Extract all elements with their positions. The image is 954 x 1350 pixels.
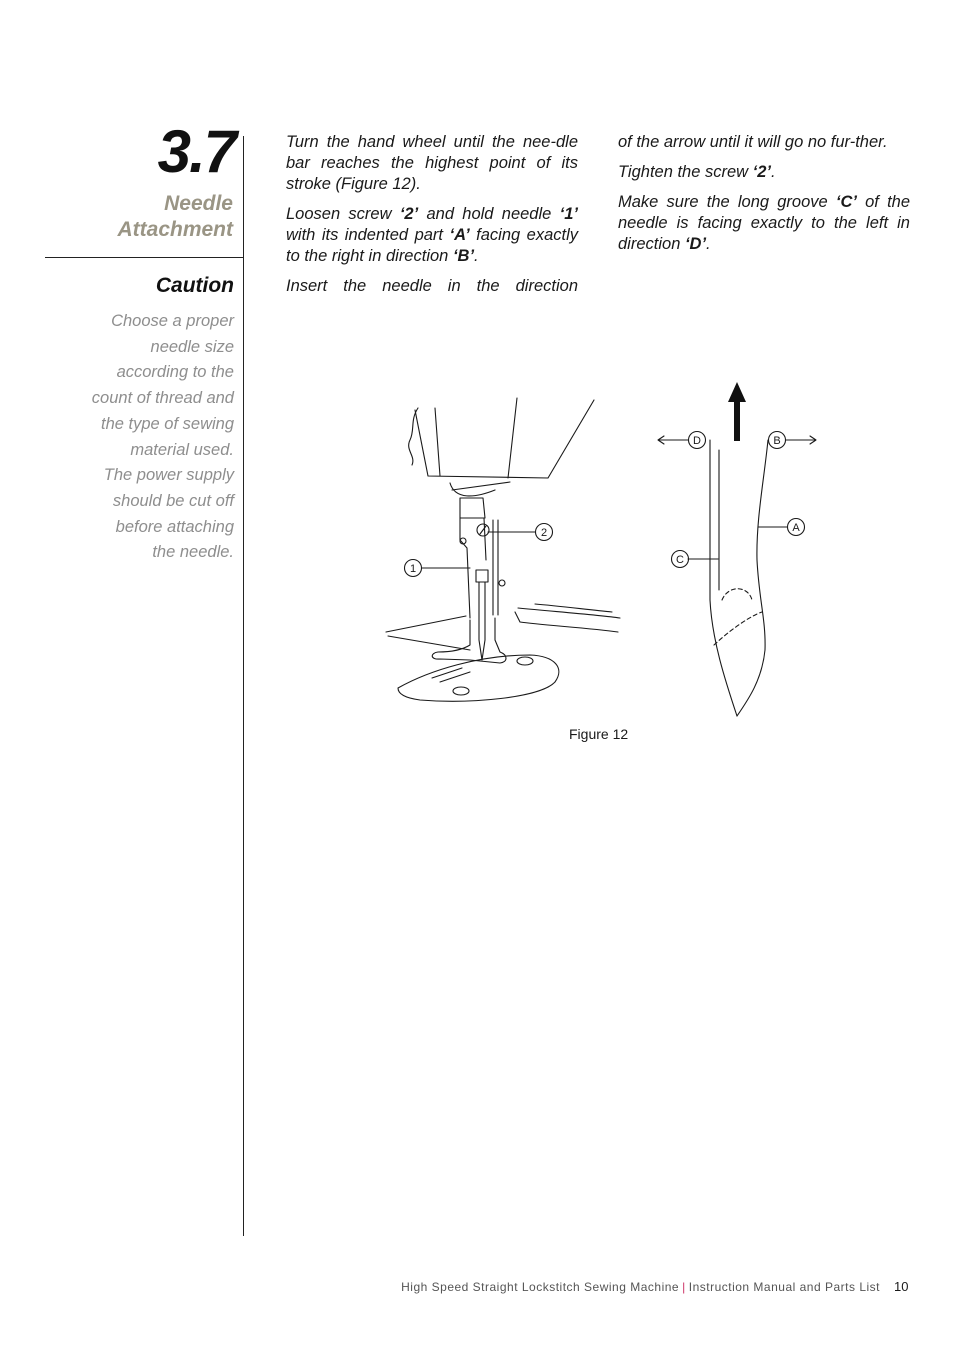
caution-line: count of thread and xyxy=(91,389,234,408)
text-run: Tighten the screw xyxy=(618,163,753,181)
label-d: D xyxy=(693,435,701,447)
label-c: C xyxy=(676,554,684,566)
instruction-step-3-end: of the arrow until it will go no fur-ther. xyxy=(618,133,888,151)
needle-ref: ‘1’ xyxy=(559,205,578,223)
instruction-step-1: Turn the hand wheel until the nee-dle bar reaches the highest point of its stroke (Figure 12). xyxy=(286,133,578,193)
section-title xyxy=(40,191,233,243)
insertion-arrow-icon xyxy=(728,382,746,441)
instruction-step-5 xyxy=(618,192,910,255)
label-b: B xyxy=(773,435,781,447)
text-run: Loosen screw xyxy=(286,205,400,223)
column-divider xyxy=(243,136,244,1236)
needle-attachment-diagram xyxy=(380,378,840,723)
text-run: . xyxy=(706,235,711,253)
bed-edge xyxy=(386,616,470,650)
text-run: . xyxy=(474,247,479,265)
machine-head-seam xyxy=(435,408,440,476)
needle-shank xyxy=(476,570,488,582)
section-title-line1: Needle xyxy=(164,192,233,215)
needle-scarf xyxy=(714,612,762,645)
instruction-step-4 xyxy=(618,162,910,183)
caution-line: according to the xyxy=(116,363,234,382)
sidebar-divider xyxy=(45,257,244,258)
text-run: with its indented part xyxy=(286,226,450,244)
label-2: 2 xyxy=(540,527,548,539)
caution-line: material used. xyxy=(130,440,234,459)
indented-part-a xyxy=(722,589,752,600)
groove-ref: ‘C’ xyxy=(835,193,857,211)
text-run: Make sure the long groove xyxy=(618,193,836,211)
screw-ref: ‘2’ xyxy=(752,163,772,181)
slide-plate xyxy=(515,604,620,632)
needle-right-edge xyxy=(737,440,768,716)
machine-head-outline xyxy=(415,400,594,478)
plate-screw xyxy=(453,687,469,695)
footer xyxy=(400,1280,880,1294)
footer-title: High Speed Straight Lockstitch Sewing Machine xyxy=(401,1280,680,1294)
caution-line: Choose a proper xyxy=(111,312,234,330)
part-ref: ‘A’ xyxy=(449,226,470,244)
needle-clamp xyxy=(450,482,510,518)
caution-line: before attaching xyxy=(115,517,234,536)
caution-text xyxy=(60,309,234,566)
instructions-column-2 xyxy=(618,132,910,264)
caution-line: needle size xyxy=(150,337,234,356)
section-number: 3.7 xyxy=(157,118,235,185)
needle-left-edge xyxy=(710,440,737,716)
direction-ref: ‘B’ xyxy=(452,247,475,265)
plate-screw xyxy=(517,657,533,665)
section-title-line2: Attachment xyxy=(117,218,233,241)
direction-ref: ‘D’ xyxy=(684,235,707,253)
instructions-column-1 xyxy=(286,132,578,306)
screw-ref: ‘2’ xyxy=(399,205,419,223)
machine-head-seam xyxy=(508,398,517,478)
presser-foot xyxy=(432,618,506,663)
text-run: . xyxy=(771,163,776,181)
caution-line: the needle. xyxy=(152,543,234,562)
footer-separator: | xyxy=(682,1280,686,1294)
arrow-b xyxy=(786,436,816,444)
caution-line: should be cut off xyxy=(112,491,234,510)
footer-subtitle: Instruction Manual and Parts List xyxy=(688,1280,880,1294)
text-run: facing exactly to the right in direction xyxy=(286,226,578,265)
set-screw xyxy=(499,580,505,586)
caution-line: the type of sewing xyxy=(101,414,234,433)
figure-caption: Figure 12 xyxy=(569,726,629,742)
text-run: of the needle is facing exactly to the left in direction xyxy=(618,193,911,253)
caution-title: Caution xyxy=(155,274,234,297)
needle xyxy=(479,582,485,660)
needle-plate xyxy=(398,655,559,701)
arrow-d xyxy=(658,436,688,444)
caution-line: The power supply xyxy=(103,466,234,485)
text-run: and hold needle xyxy=(418,205,560,223)
page-number: 10 xyxy=(894,1279,909,1294)
label-a: A xyxy=(792,522,800,534)
instruction-step-3-start: Insert the needle in the direction xyxy=(286,277,578,295)
label-1: 1 xyxy=(409,563,417,575)
instruction-step-2 xyxy=(286,204,578,267)
